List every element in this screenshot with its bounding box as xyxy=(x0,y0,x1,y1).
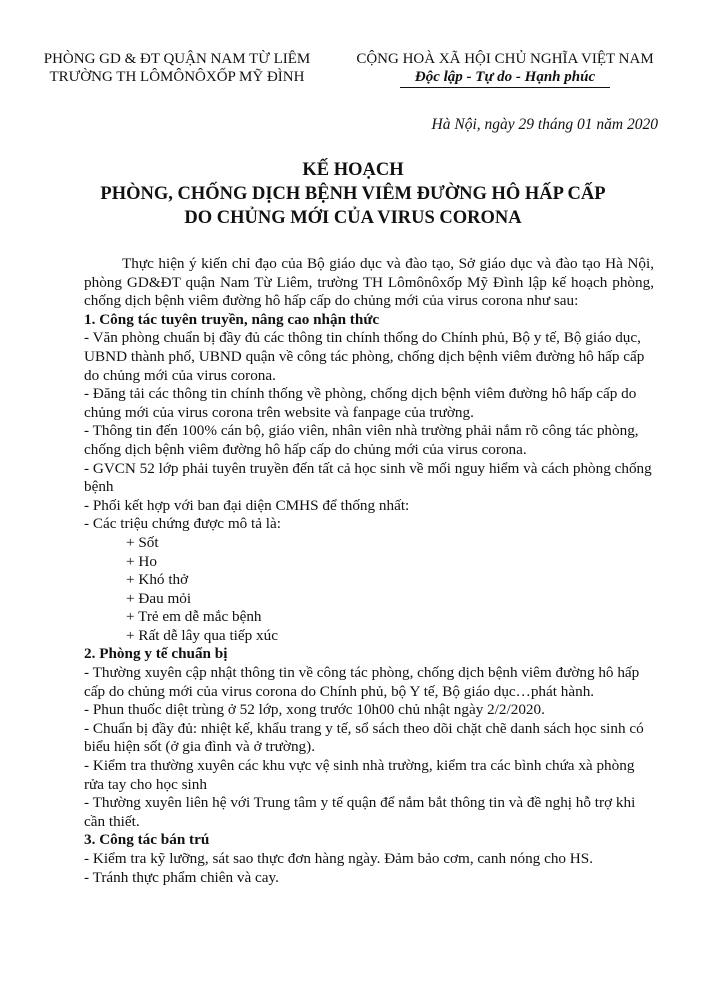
list-item: - Đăng tải các thông tin chính thống về phòng, chống dịch bệnh viêm đường hô hấp cấp do chủng mới của virus corona trên website và fanpage của trường. xyxy=(84,385,637,421)
intro-paragraph: Thực hiện ý kiến chỉ đạo của Bộ giáo dục và đào tạo, Sở giáo dục và đào tạo Hà Nội, phòng GD&ĐT quận Nam Từ Liêm, trường TH Lômônôxốp Mỹ Đình lập kế hoạch phòng, chống dịch bệnh viêm đường hô hấp cấp do chủng mới của virus corona như sau: xyxy=(84,255,654,310)
motto-underline xyxy=(400,87,610,88)
symptom-item: + Rất dễ lây qua tiếp xúc xyxy=(126,626,278,644)
document-body xyxy=(84,255,654,887)
list-item: - Chuẩn bị đầy đủ: nhiệt kế, khẩu trang y tế, sổ sách theo dõi chặt chẽ danh sách học sinh có biểu hiện sốt (ở gia đình và ở trường). xyxy=(84,719,644,756)
list-item: - Thường xuyên cập nhật thông tin về công tác phòng, chống dịch bệnh viêm đường hô hấp cấp do chủng mới của virus corona do Chính phủ, bộ Y tế, Bộ giáo dục…phát hành. xyxy=(84,664,640,700)
national-title: CỘNG HOÀ XÃ HỘI CHỦ NGHĨA VIỆT NAM xyxy=(356,51,654,67)
section-3-heading: 3. Công tác bán trú xyxy=(84,831,210,849)
symptom-item: + Đau mỏi xyxy=(126,589,192,607)
list-item: - Thường xuyên liên hệ với Trung tâm y tế quận để nắm bắt thông tin và đề nghị hỗ trợ khi cần thiết. xyxy=(84,794,636,830)
list-item: - Các triệu chứng được mô tả là: xyxy=(84,515,281,533)
national-motto: Độc lập - Tự do - Hạnh phúc xyxy=(414,69,596,85)
list-item: - Thông tin đến 100% cán bộ, giáo viên, nhân viên nhà trường phải nắm rõ công tác phòng, chống dịch bệnh viêm đường hô hấp cấp do chủng mới của virus corona. xyxy=(84,422,639,458)
list-item: - Phối kết hợp với ban đại diện CMHS để thống nhất: xyxy=(84,496,410,514)
document-date: Hà Nội, ngày 29 tháng 01 năm 2020 xyxy=(431,116,658,133)
list-item: - GVCN 52 lớp phải tuyên truyền đến tất cả học sinh về mối nguy hiểm và cách phòng chống bệnh xyxy=(84,459,652,496)
title-line-1: KẾ HOẠCH xyxy=(302,160,404,180)
section-1-heading: 1. Công tác tuyên truyền, nâng cao nhận thức xyxy=(84,310,380,328)
list-item: - Kiểm tra thường xuyên các khu vực vệ sinh nhà trường, kiểm tra các bình chứa xà phòng rửa tay cho học sinh xyxy=(84,757,635,793)
symptom-item: + Ho xyxy=(126,552,157,570)
title-line-2: PHÒNG, CHỐNG DỊCH BỆNH VIÊM ĐƯỜNG HÔ HẤP CẤP xyxy=(100,184,606,204)
symptom-item: + Trẻ em dễ mắc bệnh xyxy=(126,608,262,626)
list-item: - Văn phòng chuẩn bị đầy đủ các thông tin chính thống do Chính phủ, Bộ y tế, Bộ giáo dục, UBND thành phố, UBND quận về công tác phòng, chống dịch bệnh viêm đường hô hấp cấp do chủng mới của virus corona. xyxy=(84,329,645,384)
school-name: TRƯỜNG TH LÔMÔNÔXỐP MỸ ĐÌNH xyxy=(49,69,305,85)
symptom-item: + Sốt xyxy=(126,533,159,551)
document-title xyxy=(0,158,706,230)
agency-name: PHÒNG GD & ĐT QUẬN NAM TỪ LIÊM xyxy=(43,51,311,67)
list-item: - Tránh thực phẩm chiên và cay. xyxy=(84,868,279,886)
national-title-block xyxy=(340,50,670,88)
list-item: - Kiểm tra kỹ lưỡng, sát sao thực đơn hàng ngày. Đảm bảo cơm, canh nóng cho HS. xyxy=(84,850,594,867)
symptom-item: + Khó thở xyxy=(126,571,189,589)
title-line-3: DO CHỦNG MỚI CỦA VIRUS CORONA xyxy=(184,208,522,228)
section-2-heading: 2. Phòng y tế chuẩn bị xyxy=(84,645,228,663)
issuing-agency-block xyxy=(42,50,312,86)
list-item: - Phun thuốc diệt trùng ở 52 lớp, xong trước 10h00 chủ nhật ngày 2/2/2020. xyxy=(84,701,545,719)
